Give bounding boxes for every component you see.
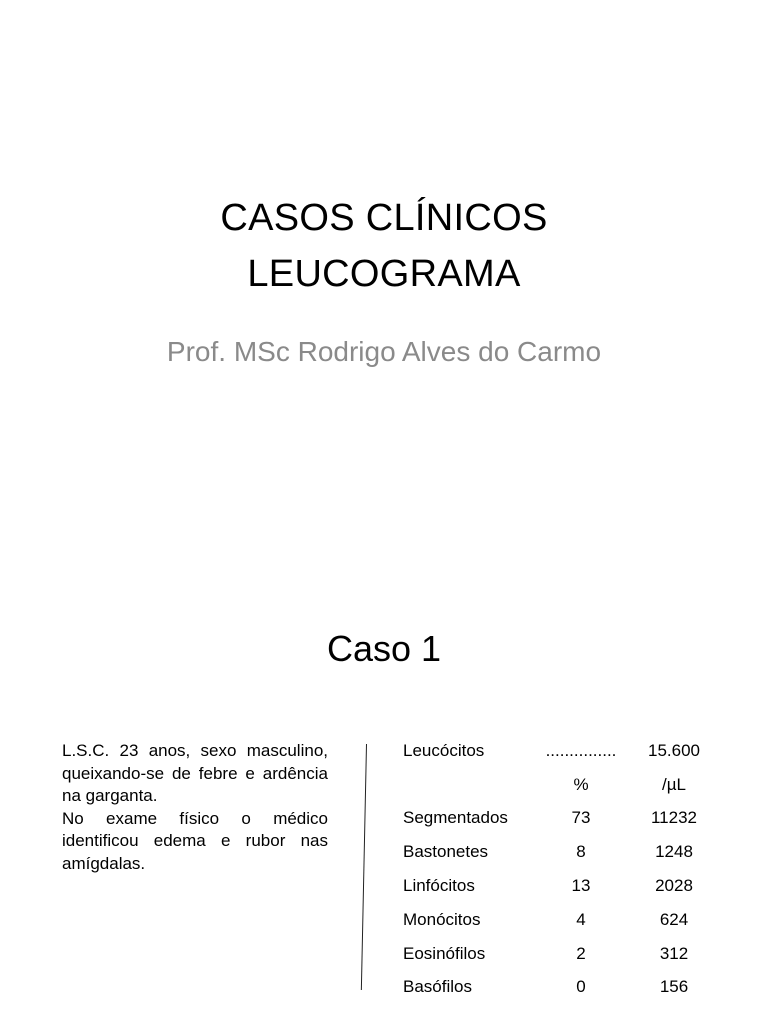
cell-type-label: Segmentados bbox=[403, 808, 508, 828]
cell-type-label: Eosinófilos bbox=[403, 943, 486, 963]
percent-value: 73 bbox=[571, 808, 591, 828]
cell-type-label: Linfócitos bbox=[403, 876, 475, 896]
absolute-value: 11232 bbox=[650, 808, 697, 828]
percent-value: 13 bbox=[571, 876, 591, 896]
percent-header: % bbox=[573, 774, 589, 794]
cell-type-label: Monócitos bbox=[403, 909, 481, 929]
case-paragraph: L.S.C. 23 anos, sexo masculino, queixando-se de febre e ardência na garganta. bbox=[62, 741, 328, 805]
slide-title bbox=[0, 190, 768, 302]
absolute-header: /µL bbox=[662, 774, 686, 794]
table-row bbox=[393, 937, 721, 971]
absolute-value: 624 bbox=[659, 909, 689, 929]
percent-value: 2 bbox=[576, 943, 586, 963]
table-row bbox=[393, 802, 721, 836]
divider-line bbox=[361, 744, 368, 990]
title-line-1: CASOS CLÍNICOS bbox=[220, 197, 548, 239]
cell-type-label: Basófilos bbox=[403, 977, 472, 997]
leukocytes-dots: ............... bbox=[545, 740, 617, 760]
title-line-2: LEUCOGRAMA bbox=[247, 253, 521, 295]
percent-value: 4 bbox=[576, 909, 586, 929]
percent-value: 0 bbox=[576, 977, 586, 997]
units-header-row bbox=[393, 768, 721, 802]
leukocytes-value: 15.600 bbox=[648, 740, 700, 760]
case-slide bbox=[0, 520, 768, 1024]
absolute-value: 312 bbox=[659, 943, 689, 963]
case-title: Caso 1 bbox=[326, 628, 442, 669]
absolute-value: 1248 bbox=[655, 842, 693, 862]
leukocytes-row bbox=[393, 734, 721, 768]
leukogram-table bbox=[393, 734, 721, 1004]
case-description bbox=[62, 740, 328, 875]
table-row bbox=[393, 903, 721, 937]
table-row bbox=[393, 835, 721, 869]
leukocytes-label: Leucócitos bbox=[403, 740, 485, 760]
table-row bbox=[393, 869, 721, 903]
percent-value: 8 bbox=[576, 842, 586, 862]
slide-subtitle: Prof. MSc Rodrigo Alves do Carmo bbox=[166, 336, 602, 367]
absolute-value: 2028 bbox=[655, 876, 693, 896]
empty-header-cell bbox=[393, 768, 535, 802]
case-paragraph: No exame físico o médico identificou edema e rubor nas amígdalas. bbox=[62, 808, 328, 873]
table-row bbox=[393, 971, 721, 1005]
cell-type-label: Bastonetes bbox=[403, 842, 489, 862]
absolute-value: 156 bbox=[659, 977, 689, 997]
